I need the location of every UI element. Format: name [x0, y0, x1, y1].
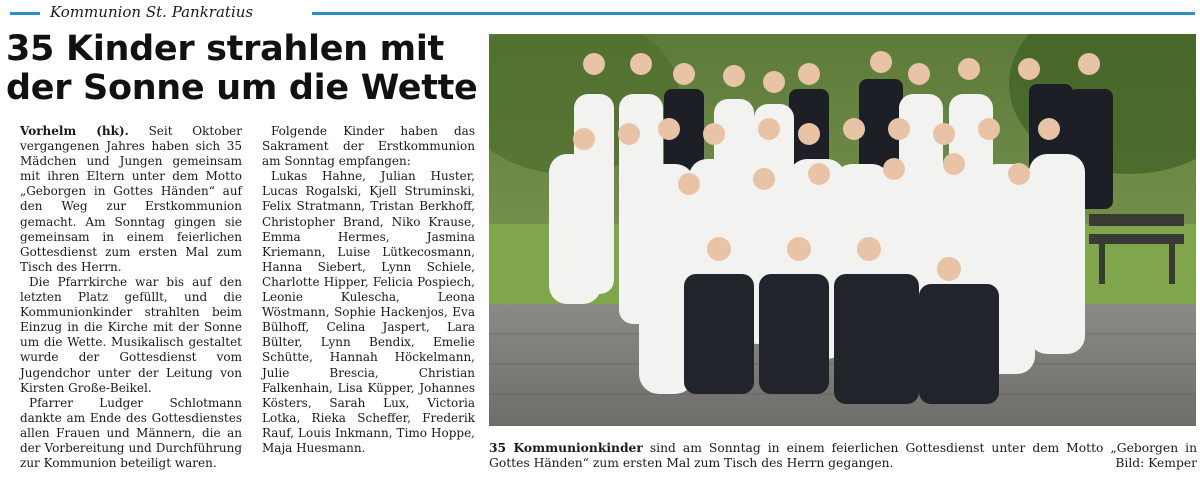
article-paragraph-4: Folgende Kinder haben das Sakrament der Erstkommunion am Sonntag empfangen: [262, 124, 475, 169]
caption-lead: 35 Kommunionkinder [489, 440, 643, 455]
section-rubric [10, 4, 1195, 22]
rubric-label: Kommunion St. Pankratius [50, 3, 254, 21]
article-paragraph-2: Die Pfarrkirche war bis auf den letzten Platz gefüllt, und die Kommunionkinder strahlten beim Einzug in die Kirche mit der Sonne um die Wette. Musikalisch gestaltet wurde der Gottesdienst vom Jugendchor unter der Leitung von Kirsten Große-Beikel. [20, 274, 242, 395]
article-column-2 [262, 124, 475, 456]
rubric-rule-right [312, 12, 1195, 15]
group-photo-icon [489, 34, 1196, 426]
article-paragraph-3: Pfarrer Ludger Schlotmann dankte am Ende des Gottesdienstes allen Frauen und Männern, die an der Vorbereitung und Durchführung zur Kommunion beteiligt waren. [20, 395, 242, 471]
article-name-list: Lukas Hahne, Julian Huster, Lucas Rogalski, Kjell Struminski, Felix Stratmann, Tristan Berkhoff, Christopher Brand, Niko Krause, Emma Hermes, Jasmina Kriemann, Luise Lütkecosmann, Hanna Siebert, Lynn Schiele, Charlotte Hipper, Felicia Pospiech, Leonie Kulescha, Leona Wöstmann, Sophie Hackenjos, Eva Bülhoff, Celina Jaspert, Lara Bülter, Lynn Bendix, Emelie Schütte, Hannah Höckelmann, Julie Brescia, Christian Falkenhain, Lisa Küpper, Johannes Kösters, Sarah Lux, Victoria Lotka, Rieka Scheffer, Frederik Rauf, Louis Inkmann, Timo Hoppe, Maja Huesmann. [262, 169, 475, 455]
article-column-1 [20, 124, 242, 471]
article-paragraph-1-text: Seit Oktober vergangenen Jahres haben sich 35 Mädchen und Jungen gemeinsam mit ihren Eltern unter dem Motto „Geborgen in Gottes Händen“ auf den Weg zur Erstkommunion gemacht. Am Sonntag gingen sie gemeinsam in einem feierlichen Gottesdienst zum ersten Mal zum Tisch des Herrn. [20, 124, 242, 274]
photo-caption [489, 440, 1197, 471]
photo-credit: Bild: Kemper [1115, 456, 1197, 470]
caption-text: sind am Sonntag in einem feierlichen Gottesdienst unter dem Motto „Geborgen in Gottes Händen“ zum ersten Mal zum Tisch des Herrn gegangen. [489, 441, 1197, 470]
article-paragraph-1 [20, 124, 242, 275]
rubric-rule-left [10, 12, 40, 15]
article-dateline: Vorhelm (hk). [20, 124, 129, 138]
group-photo [489, 34, 1196, 426]
article-headline: 35 Kinder strahlen mit der Sonne um die Wette [6, 29, 478, 108]
